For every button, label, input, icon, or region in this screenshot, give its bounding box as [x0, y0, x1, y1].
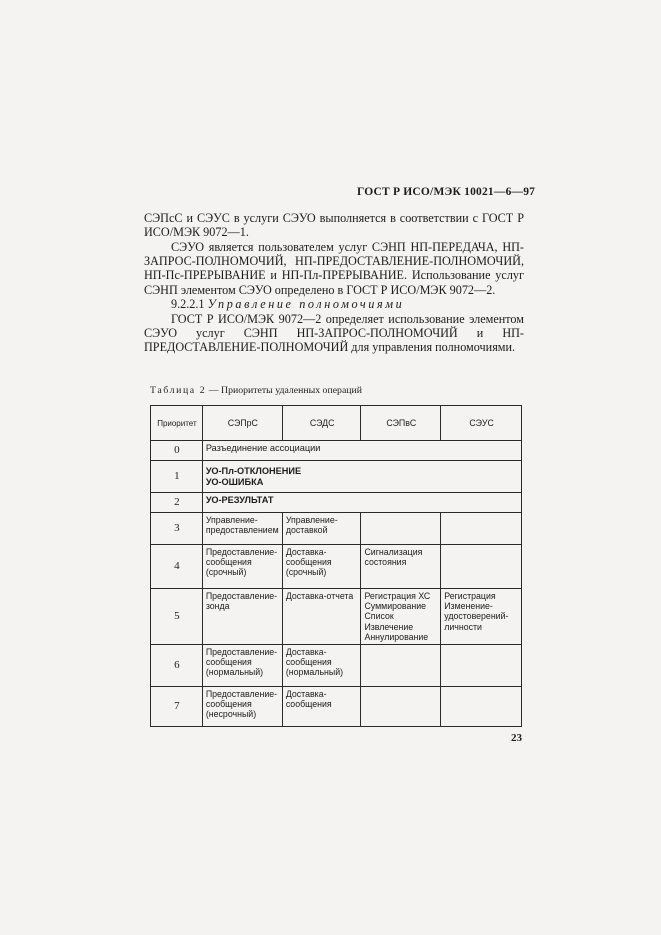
- table-cell: [441, 545, 522, 589]
- cell-line: Извлечение: [364, 621, 414, 632]
- priority-number: 2: [151, 493, 203, 513]
- header-sepvs: СЭПвС: [361, 406, 441, 441]
- table-row: [151, 493, 522, 513]
- table-row: [151, 589, 522, 645]
- table-cell: Предоставление-сообщения (срочный): [202, 545, 282, 589]
- page-number: 23: [511, 732, 522, 744]
- table-header-row: [151, 406, 522, 441]
- row-span-cell: Разъединение ассоциации: [202, 441, 521, 461]
- priority-number: 7: [151, 687, 203, 727]
- table-cell: [441, 645, 522, 687]
- cell-line: Суммирование: [364, 601, 427, 612]
- table-cell: [441, 687, 522, 727]
- table-cell: [361, 645, 441, 687]
- header-seus: СЭУС: [441, 406, 522, 441]
- cell-line: Регистрация: [444, 591, 496, 601]
- cell-line: УО-Пл-ОТКЛОНЕНИЕ: [205, 466, 302, 477]
- table-cell: [361, 589, 441, 645]
- cell-line: Регистрация ХС: [364, 591, 431, 601]
- priority-number: 1: [151, 461, 203, 493]
- header-seds: СЭДС: [282, 406, 361, 441]
- table-cell: Сигнализация состояния: [361, 545, 441, 589]
- table-cell: Предоставление-сообщения (нормальный): [202, 645, 282, 687]
- table-row: [151, 441, 522, 461]
- table-cell: [441, 589, 522, 645]
- table-row: [151, 545, 522, 589]
- table-caption-label: Таблица 2: [150, 385, 207, 396]
- table-row: [151, 645, 522, 687]
- table-cell: Предоставление-зонда: [202, 589, 282, 645]
- table-cell: Доставка-сообщения (нормальный): [282, 645, 361, 687]
- table-cell: Управление-предоставлением: [202, 513, 282, 545]
- paragraph-4: ГОСТ Р ИСО/МЭК 9072—2 определяет использование элементом СЭУО услуг СЭНП НП-ЗАПРОС-ПОЛНОМОЧИЙ и НП-ПРЕДОСТАВЛЕНИЕ-ПОЛНОМОЧИЙ для управления полномочиями.: [144, 312, 524, 355]
- paragraph-2: СЭУО является пользователем услуг СЭНП НП-ПЕРЕДАЧА, НП-ЗАПРОС-ПОЛНОМОЧИЙ, НП-ПРЕДОСТАВЛЕНИЕ-ПОЛНОМОЧИЙ, НП-Пс-ПРЕРЫВАНИЕ и НП-Пл-ПРЕРЫВАНИЕ. Использование услуг СЭНП элементом СЭУО определено в ГОСТ Р ИСО/МЭК 9072—2.: [144, 240, 524, 297]
- table-cell: [361, 687, 441, 727]
- section-heading: [144, 297, 524, 311]
- cell-line: Аннулирование: [364, 631, 429, 642]
- table-cell: Доставка-сообщения (срочный): [282, 545, 361, 589]
- document-header: ГОСТ Р ИСО/МЭК 10021—6—97: [357, 186, 536, 198]
- header-seprs: СЭПрС: [202, 406, 282, 441]
- cell-line: Изменение-удостоверений-личности: [444, 601, 509, 632]
- table-cell: Доставка-отчета: [282, 589, 361, 645]
- table-row: [151, 687, 522, 727]
- priority-number: 4: [151, 545, 203, 589]
- table-cell: [361, 513, 441, 545]
- table-cell: [441, 513, 522, 545]
- table-row: [151, 461, 522, 493]
- table-cell: Предоставление-сообщения (несрочный): [202, 687, 282, 727]
- section-number: 9.2.2.1: [171, 297, 205, 311]
- priority-number: 0: [151, 441, 203, 461]
- table-row: [151, 513, 522, 545]
- table-caption: [150, 385, 362, 396]
- table-caption-text: — Приоритеты удаленных операций: [206, 385, 363, 396]
- priority-number: 3: [151, 513, 203, 545]
- cell-line: Список: [364, 611, 394, 622]
- table-cell: Управление-доставкой: [282, 513, 361, 545]
- paragraph-1: СЭПсС и СЭУС в услуги СЭУО выполняется в соответствии с ГОСТ Р ИСО/МЭК 9072—1.: [144, 211, 524, 240]
- priority-number: 5: [151, 589, 203, 645]
- table-cell: Доставка-сообщения: [282, 687, 361, 727]
- priority-number: 6: [151, 645, 203, 687]
- row-span-cell: [202, 461, 521, 493]
- cell-line: УО-ОШИБКА: [205, 476, 264, 487]
- row-span-cell: УО-РЕЗУЛЬТАТ: [202, 493, 521, 513]
- header-priority: Приоритет: [151, 406, 203, 441]
- section-title: Управление полномочиями: [207, 297, 405, 311]
- priority-table: [150, 405, 522, 727]
